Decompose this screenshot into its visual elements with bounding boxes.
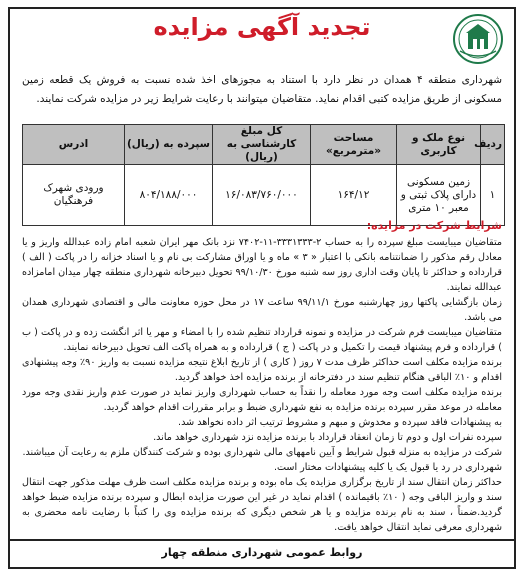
condition-item: برنده مزایده مکلف است حداکثر ظرف مدت ۷ روز ( کاری ) از تاریخ ابلاغ نتیجه مزایده نسبت به واریز ۹۰٪ وجه پیشنهادی اقدام و ۱۰٪ الباقی هنگام تنظیم سند در دفترخانه از برنده مزایده اخذ خواهد گردید. [22, 357, 502, 383]
condition-item: شهرداری در رد یا قبول یک یا کلیه پیشنهادات مختار است. [273, 462, 502, 473]
announcement-page [8, 7, 516, 569]
condition-item: برنده مزایده مکلف است وجه مورد معامله را نقداً به حساب شهرداری واریز نماید در صورت عدم واریز نقدی وجه مورد معامله در موعد مقرر سپرده برنده مزایده به نفع شهرداری ضبط و برابر مقررات اقدام خواهد گردید. [22, 387, 502, 413]
page-title: تجدید آگهی مزایده [153, 13, 371, 41]
header-address: ادرس [23, 125, 125, 165]
header-property-type: نوع ملک و کاربری [397, 125, 481, 165]
condition-item: زمان بازگشایی پاکتها روز چهارشنبه مورخ ۹۹/۱۱/۱ ساعت ۱۷ در محل حوزه معاونت مالی و اقتصادی شهرداری همدان می باشد. [22, 297, 502, 323]
condition-item: متقاضیان میبایست فرم شرکت در مزایده و نمونه قرارداد تنظیم شده را با امضاء و مهر یا اثر انگشت زده و در پاکت ( ب ) قرارداده و فرم پیشنهاد قیمت را تکمیل و در پاکت ( ج ) قرارداده و به همراه پاکت الف تحویل دبیرخانه نمایند. [22, 327, 502, 353]
intro-paragraph: شهرداری منطقه ۴ همدان در نظر دارد با استناد به مجوزهای اخذ شده نسبت به فروش یک قطعه زمین مسکونی از طریق مزایده کتبی اقدام نماید. متقاضیان میتوانند با رعایت شرایط زیر در مزایده شرکت نمایند. [22, 74, 502, 105]
cell-address: ورودی شهرک فرهنگیان [23, 165, 125, 226]
condition-item: حداکثر زمان انتقال سند از تاریخ برگزاری مزایده یک ماه بوده و برنده مزایده مکلف است ظرف مهلت مذکور جهت انتقال سند و واریز الباقی وجه ( ۱۰٪ باقیمانده ) اقدام نماید در غیر این صورت مزایده ابطال و سپرده برنده مزایده ضبط خواهد گردید.ضمناً ، سند به نام برنده مزایده و یا هر شخص دیگری که برنده مزایده وی را کتباً با رضایت نامه محضری به شهرداری معرفی نماید انتقال خواهد یافت. [22, 477, 502, 533]
header-row-number: ردیف [481, 125, 505, 165]
cell-area: ۱۶۴/۱۲ [311, 165, 397, 226]
header-expert-price: کل مبلغ کارشناسی به (ریال) [213, 125, 311, 165]
condition-item: متقاضیان میبایست مبلغ سپرده را به حساب ۲-۳۳۳۱۳۳۳-۱۱-۷۴۰۲ نزد بانک مهر ایران شعبه امام زاده عبدالله واریز و یا معادل رقم مذکور را ضمانتنامه بانکی با اعتبار « ۳ » ماه و یا اوراق مشارکت بی نام و یا اسناد خزانه را در پاکت ( الف ) قرارداده و حداکثر تا پایان وقت اداری روز سه شنبه مورخ ۹۹/۱۰/۳۰ تحویل دبیرخانه شهرداری منطقه چهار میدان امامزاده عبدالله نمایند. [21, 237, 502, 293]
cell-row-number: ۱ [481, 165, 505, 226]
footer-signature: روابط عمومی شهرداری منطقه چهار [10, 539, 514, 567]
cell-property-type: زمین مسکونی دارای پلاک ثبتی و معبر ۱۰ متری [397, 165, 481, 226]
header-deposit: سپرده به (ریال) [125, 125, 213, 165]
cell-expert-price: ۱۶/۰۸۳/۷۶۰/۰۰۰ [213, 165, 311, 226]
condition-item: به پیشنهادات فاقد سپرده و مخدوش و مبهم و مشروط ترتیب اثر داده نخواهد شد. [178, 417, 502, 428]
cell-deposit: ۸۰۴/۱۸۸/۰۰۰ [125, 165, 213, 226]
condition-item: سپرده نفرات اول و دوم تا زمان انعقاد قرارداد با برنده مزایده نزد شهرداری خواهد ماند. [153, 432, 502, 443]
table-header-row [23, 125, 505, 165]
announcement-header [10, 9, 514, 67]
auction-items-table [22, 124, 505, 226]
conditions-list [22, 235, 502, 535]
conditions-heading: شرایط شرکت در مزایده: [366, 219, 502, 232]
table-row [23, 165, 505, 226]
header-area: مساحت «مترمربع» [311, 125, 397, 165]
condition-item: شرکت در مزایده به منزله قبول شرایط و آیین نامههای مالی شهرداری بوده و شرکت کنندگان ملزم به رعایت آن میباشند. [22, 447, 502, 458]
